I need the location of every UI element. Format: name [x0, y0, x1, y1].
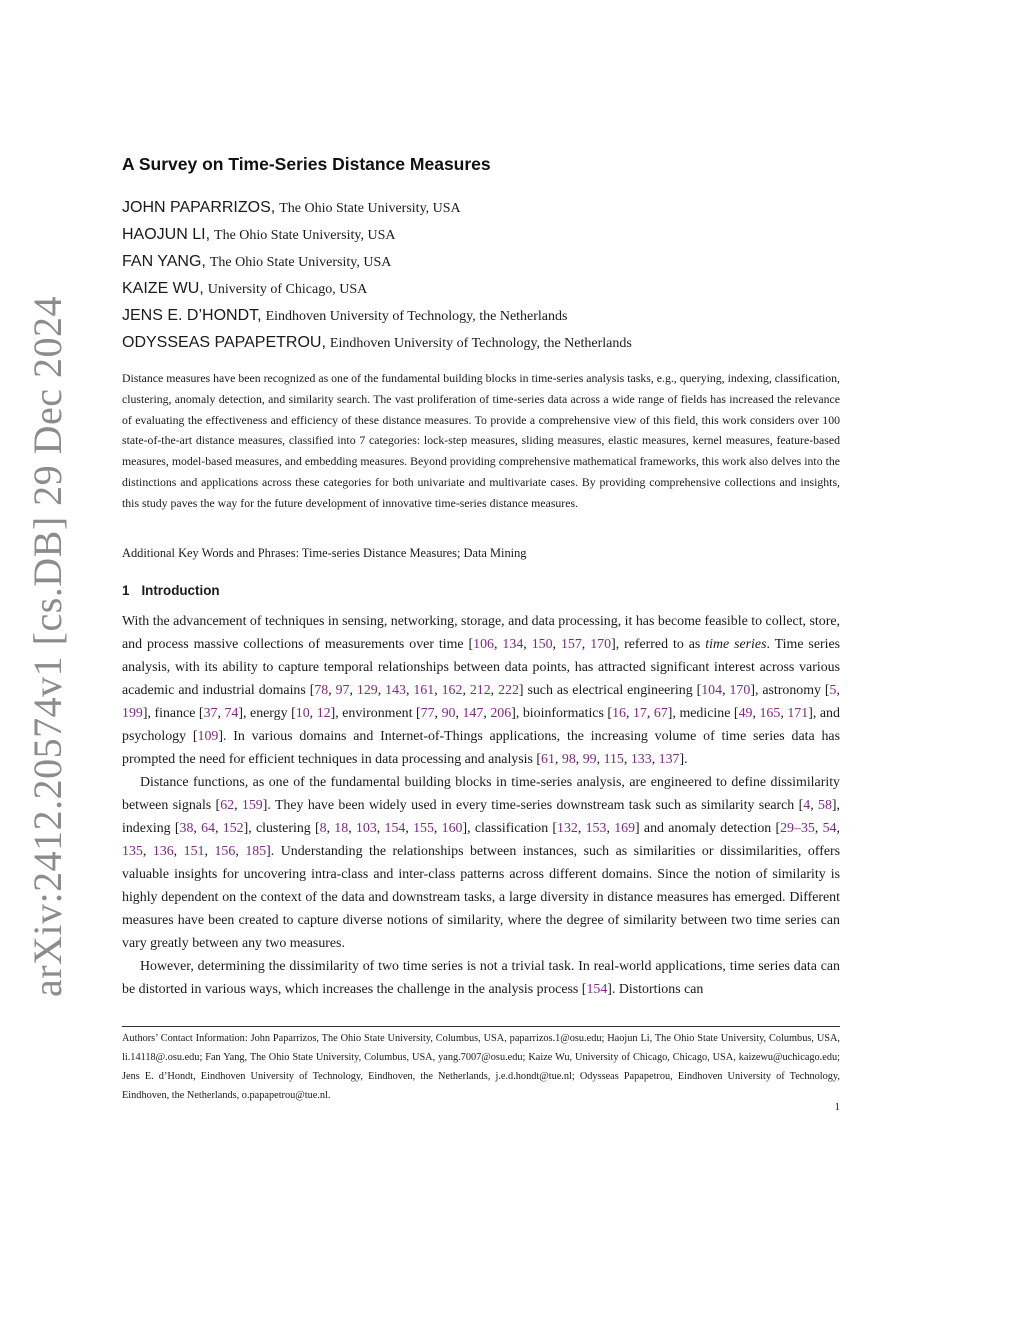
citation-link[interactable]: 74 — [224, 706, 239, 721]
citation-link[interactable]: 104 — [701, 683, 723, 698]
author-affiliation: The Ohio State University, USA — [214, 228, 396, 243]
author-name: JOHN PAPARRIZOS, — [122, 199, 276, 216]
citation-link[interactable]: 185 — [245, 844, 267, 859]
citation-link[interactable]: 8 — [319, 821, 327, 836]
emphasis-term: time series — [705, 637, 767, 652]
author-list — [122, 197, 632, 359]
author-entry — [122, 332, 632, 359]
footnote-divider — [122, 1026, 840, 1027]
citation-link[interactable]: 103 — [355, 821, 377, 836]
author-affiliation: Eindhoven University of Technology, the Netherlands — [329, 336, 632, 351]
author-affiliation: University of Chicago, USA — [207, 282, 368, 297]
citation-link[interactable]: 67 — [653, 706, 668, 721]
citation-link[interactable]: 143 — [385, 683, 406, 698]
citation-link[interactable]: 5 — [829, 683, 837, 698]
citation-link[interactable]: 154 — [384, 821, 406, 836]
citation-link[interactable]: 115 — [603, 752, 624, 767]
citation-link[interactable]: 37 — [203, 706, 218, 721]
author-contact-footnote: Authors’ Contact Information: John Paparrizos, The Ohio State University, Columbus, USA, paparrizos.1@osu.edu; Haojun Li, The Ohio State University, Columbus, USA, li.14118@.osu.edu; Fan Yang, The Ohio State University, Columbus, USA, yang.7007@osu.edu; Kaize Wu, University of Chicago, Chicago, USA, kaizewu@uchicago.edu; Jens E. d’Hondt, Eindhoven University of Technology, Eindhoven, the Netherlands, j.e.d.hondt@tue.nl; Odysseas Papapetrou, Eindhoven University of Technology, Eindhoven, the Netherlands, o.papapetrou@tue.nl. — [122, 1033, 840, 1101]
citation-link[interactable]: 38 — [179, 821, 194, 836]
citation-link[interactable]: 160 — [441, 821, 463, 836]
author-affiliation: The Ohio State University, USA — [209, 255, 392, 270]
citation-link[interactable]: 62 — [220, 798, 235, 813]
citation-link[interactable]: 18 — [334, 821, 349, 836]
citation-link[interactable]: 136 — [152, 844, 174, 859]
arxiv-identifier-stamp — [8, 295, 88, 997]
abstract: Distance measures have been recognized as one of the fundamental building blocks in time-series analysis tasks, e.g., querying, indexing, classification, clustering, anomaly detection, and similarity search. The vast proliferation of time-series data across a wide range of fields has increased the relevance of evaluating the effectiveness and efficiency of these distance measures. To provide a comprehensive view of this field, this work considers over 100 state-of-the-art distance measures, classified into 7 categories: lock-step measures, sliding measures, elastic measures, kernel measures, feature-based measures, model-based measures, and embedding measures. Beyond providing comprehensive mathematical frameworks, this work also delves into the distinctions and applications across these categories for both univariate and multivariate cases. By providing comprehensive collections and insights, this study paves the way for the future development of innovative time-series distance measures. — [122, 371, 840, 510]
citation-link[interactable]: 150 — [531, 637, 553, 652]
citation-link[interactable]: 152 — [222, 821, 244, 836]
author-name: JENS E. D’HONDT, — [122, 307, 262, 324]
author-name: ODYSSEAS PAPAPETROU, — [122, 334, 326, 351]
citation-link[interactable]: 212 — [469, 683, 491, 698]
citation-link[interactable]: 54 — [822, 821, 837, 836]
author-entry — [122, 251, 632, 278]
citation-link[interactable]: 156 — [214, 844, 236, 859]
citation-link[interactable]: 61 — [541, 752, 555, 767]
citation-link[interactable]: 106 — [473, 637, 494, 652]
citation-link[interactable]: 206 — [490, 706, 512, 721]
citation-link[interactable]: 16 — [612, 706, 626, 721]
citation-link[interactable]: 4 — [803, 798, 811, 813]
citation-link[interactable]: 98 — [561, 752, 576, 767]
page-number: 1 — [834, 1101, 840, 1113]
citation-link[interactable]: 161 — [413, 683, 435, 698]
section-heading — [122, 583, 220, 598]
citation-link[interactable]: 199 — [122, 706, 143, 721]
body-paragraph: Distance functions, as one of the fundamental building blocks in time-series analysis, are engineered to define dissimilarity between signals [62, 159]. They have been widely used in every time-series downstream task such as similarity search [4, 58], indexing [38, 64, 152], clustering [8, 18, 103, 154, 155, 160], classification [132, 153, 169] and anomaly detection [29–35, 54, 135, 136, 151, 156, 185]. Understanding the relationships between instances, such as similarities or dissimilarities, offers valuable insights for uncovering intra-class and inter-class patterns across different domains. Since the notion of similarity is highly dependent on the context of the data and downstream tasks, a large diversity in distance measures has emerged. Different measures have been created to capture diverse notions of similarity, where the degree of similarity between two time series can vary greatly between any two measures. — [122, 775, 841, 951]
section-title: Introduction — [141, 583, 220, 598]
body-paragraph: With the advancement of techniques in sensing, networking, storage, and data processing, it has become feasible to collect, store, and process massive collections of measurements over time [106, 134, 150, 157, 170], referred to as time series. Time series analysis, with its ability to capture temporal relationships between data points, has attracted significant interest across various academic and industrial domains [78, 97, 129, 143, 161, 162, 212, 222] such as electrical engineering [104, 170], astronomy [5, 199], finance [37, 74], energy [10, 12], environment [77, 90, 147, 206], bioinformatics [16, 17, 67], medicine [49, 165, 171], and psychology [109]. In various domains and Internet-of-Things applications, the increasing volume of time series data has prompted the need for efficient techniques in data processing and analysis [61, 98, 99, 115, 133, 137]. — [122, 614, 841, 767]
author-affiliation: Eindhoven University of Technology, the Netherlands — [265, 309, 568, 324]
citation-link[interactable]: 77 — [420, 706, 435, 721]
citation-link[interactable]: 162 — [441, 683, 463, 698]
citation-link[interactable]: 132 — [557, 821, 578, 836]
citation-link[interactable]: 12 — [316, 706, 331, 721]
citation-link[interactable]: 153 — [585, 821, 607, 836]
citation-link[interactable]: 155 — [413, 821, 434, 836]
citation-link[interactable]: 90 — [441, 706, 456, 721]
citation-link[interactable]: 170 — [729, 683, 751, 698]
citation-link[interactable]: 109 — [197, 729, 219, 744]
citation-link[interactable]: 99 — [582, 752, 597, 767]
citation-link[interactable]: 49 — [738, 706, 753, 721]
citation-link[interactable]: 58 — [818, 798, 832, 813]
author-entry — [122, 197, 632, 224]
author-name: FAN YANG, — [122, 253, 206, 270]
citation-link[interactable]: 10 — [295, 706, 310, 721]
citation-link[interactable]: 29–35 — [780, 821, 815, 836]
citation-link[interactable]: 78 — [314, 683, 329, 698]
citation-link[interactable]: 147 — [462, 706, 484, 721]
citation-link[interactable]: 222 — [498, 683, 519, 698]
author-entry — [122, 305, 632, 332]
author-name: HAOJUN LI, — [122, 226, 211, 243]
body-paragraph: However, determining the dissimilarity of two time series is not a trivial task. In real-world applications, time series data can be distorted in various ways, which increases the challenge in the analysis process [154]. Distortions can — [122, 959, 840, 997]
citation-link[interactable]: 159 — [241, 798, 263, 813]
citation-link[interactable]: 151 — [183, 844, 205, 859]
citation-link[interactable]: 165 — [759, 706, 781, 721]
citation-link[interactable]: 129 — [356, 683, 378, 698]
keywords: Additional Key Words and Phrases: Time-series Distance Measures; Data Mining — [122, 546, 527, 560]
citation-link[interactable]: 170 — [590, 637, 612, 652]
author-entry — [122, 278, 632, 305]
author-name: KAIZE WU, — [122, 280, 204, 297]
citation-link[interactable]: 171 — [787, 706, 809, 721]
citation-link[interactable]: 133 — [630, 752, 652, 767]
author-entry — [122, 224, 632, 251]
citation-link[interactable]: 137 — [658, 752, 680, 767]
citation-link[interactable]: 169 — [614, 821, 636, 836]
introduction-body — [122, 610, 840, 1001]
citation-link[interactable]: 64 — [201, 821, 216, 836]
citation-link[interactable]: 135 — [122, 844, 143, 859]
citation-link[interactable]: 97 — [335, 683, 350, 698]
section-number: 1 — [122, 583, 130, 598]
citation-link[interactable]: 17 — [632, 706, 647, 721]
arxiv-stamp-text: arXiv:2412.20574v1 [cs.DB] 29 Dec 2024 — [25, 295, 71, 997]
citation-link[interactable]: 157 — [560, 637, 582, 652]
citation-link[interactable]: 154 — [586, 982, 608, 997]
citation-link[interactable]: 134 — [502, 637, 524, 652]
paper-title: A Survey on Time-Series Distance Measures — [122, 154, 491, 174]
author-affiliation: The Ohio State University, USA — [279, 201, 461, 216]
